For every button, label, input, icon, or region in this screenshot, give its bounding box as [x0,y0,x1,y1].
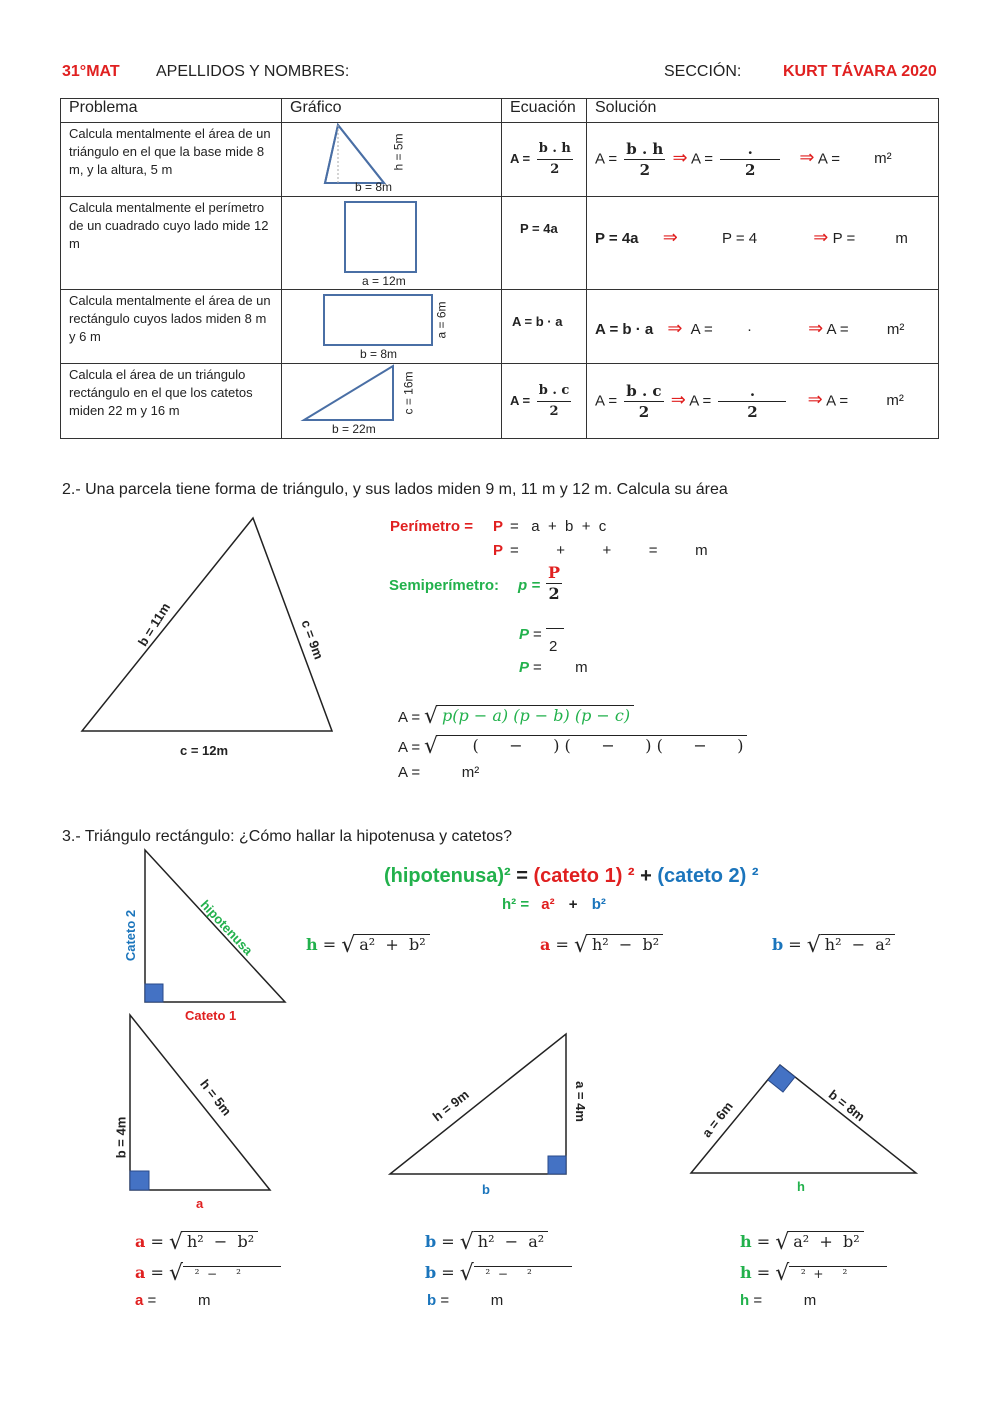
sol-end: P = [832,230,856,247]
short-plus: + [568,896,578,913]
col-header-problema: Problema [61,99,282,123]
ex3-h: h [797,1179,805,1194]
graphic-label: a = 12m [362,274,406,288]
sol-step-2: P = 4 [721,230,758,247]
semi-denominator: 2 [548,584,560,603]
formula-cateto2: (cateto 2) ² [657,865,759,887]
problem-text: Calcula el área de un triángulo rectángulo en el que los catetos miden 22 m y 16 m [61,364,282,439]
unit: m² [886,321,905,338]
perimetro-label: Perímetro = [390,518,473,535]
ex1-b: b = 4m [113,1116,129,1159]
author: KURT TÁVARA 2020 [783,63,937,80]
eq-text: P = 4a [502,197,587,290]
formula-b-var: b [772,935,784,954]
ex3-result-var: h [740,1292,750,1309]
p-result: = m [533,659,588,676]
sol-numerator: b . h [626,140,664,158]
sol-blank-denominator: 2 [747,402,758,421]
q3-title: 3.- Triángulo rectángulo: ¿Cómo hallar la hipotenusa y catetos? [62,828,513,845]
unit: m [895,230,908,247]
eq-denominator: 2 [550,162,560,177]
sol-end: A = [826,321,849,338]
implies-arrow: ⇒ [662,227,678,247]
label-cateto1: Cateto 1 [185,1008,237,1023]
heron-blanks: ( − ) ( − ) ( − ) [438,735,747,755]
implies-arrow: ⇒ [813,227,829,247]
col-header-ecuacion: Ecuación [502,99,587,123]
p-symbol: P [493,542,504,559]
p-label: P [519,626,530,643]
short-b: b² [591,896,606,913]
heron-prefix: A = [398,709,421,726]
heron-result: A = m² [398,764,480,781]
course-code: 31°MAT [62,63,120,80]
q2-title: 2.- Una parcela tiene forma de triángulo, y sus lados miden 9 m, 11 m y 12 m. Calcula su área [62,481,728,498]
ex2-result-var: b [427,1292,437,1309]
q2-side-b: b = 11m [134,600,174,649]
heron-formula: p(p − a) (p − b) (p − c) [438,705,634,725]
eq-prefix: A = [510,392,531,408]
implies-arrow: ⇒ [807,388,823,409]
ex1-h: h = 5m [197,1076,235,1119]
short-h: h² = [502,896,530,913]
eq-denominator: 2 [549,403,559,419]
ex2-h: h = 9m [429,1086,472,1125]
implies-arrow: ⇒ [808,318,824,338]
label-cateto2: Cateto 2 [123,909,139,962]
ex3-blank-var: h [740,1263,752,1282]
p-label: P [519,659,530,676]
formula-a-var: a [540,935,551,954]
sol-prefix: A = [595,150,618,168]
short-a: a² [541,896,555,913]
eq-text: A = b · a [502,290,587,364]
formula-hipotenusa: (hipotenusa)² [384,865,511,887]
ex3-formula-body: a² + b² [789,1231,863,1251]
formula-equals: = [510,865,534,887]
problem-text: Calcula mentalmente el área de un triángulo en el que la base mide 8 m, y la altura, 5 m [61,123,282,197]
sol-blank-denominator: 2 [745,161,756,179]
ex2-result: = m [440,1292,504,1309]
eq-numerator: b . c [537,381,572,402]
ex3-result: = m [753,1292,817,1309]
graphic-label: h = 5m [391,133,406,171]
eq-numerator: b . h [537,139,573,160]
ex2-a: a = 4m [572,1081,588,1122]
sol-blank-numerator: . [720,139,780,160]
ex1-a: a [196,1196,204,1211]
semiperimetro-label: Semiperímetro: [389,577,500,594]
ex2-blank-var: b [425,1263,437,1282]
ex3-b: b = 8m [825,1086,868,1125]
ex3-blank-body: ² + ² [789,1266,887,1281]
section-label: SECCIÓN: [664,63,742,80]
implies-arrow: ⇒ [667,318,683,338]
sol-prefix: A = [689,391,712,409]
problem-text: Calcula mentalmente el área de un rectángulo cuyos lados miden 8 m y 6 m [61,290,282,364]
sol-end: A = [817,150,840,168]
graphic-label: b = 22m [332,422,376,436]
ex3-a: a = 6m [698,1098,736,1141]
p-eq-denominator: 2 [549,638,558,655]
sol-prefix: A = [690,150,714,168]
ex1-result-var: a [135,1292,144,1309]
ex1-blank-body: ² − ² [183,1266,281,1281]
perimetro-formula: = a + b + c [510,518,607,535]
sol-step-1: A = b · a [595,321,654,338]
ex2-b: b [482,1182,490,1197]
heron-prefix: A = [398,739,421,756]
eq-prefix: A = [510,150,531,166]
q2-side-a: c = 9m [298,617,327,662]
sol-numerator: b . c [626,381,662,400]
semi-numerator: P [548,563,561,582]
sol-blank-numerator: . [718,381,786,402]
label-hipotenusa: hipotenusa [197,897,256,958]
implies-arrow: ⇒ [799,147,815,168]
sol-dot: · [746,321,752,338]
sol-step-1: P = 4a [595,230,639,247]
ex3-formula-var: h [740,1232,752,1251]
ex2-blank-body: ² − ² [474,1266,572,1281]
ex1-formula-body: h² − b² [183,1231,258,1251]
graphic-label: c = 16m [401,371,416,415]
names-label: APELLIDOS Y NOMBRES: [156,63,350,80]
semi-p: p = [518,577,541,594]
formula-h-var: h [306,935,318,954]
ex1-result: = m [147,1292,211,1309]
unit: m² [874,150,892,168]
p-symbol: P [493,518,504,535]
col-header-grafico: Gráfico [282,99,502,123]
sol-prefix: A = [595,391,618,409]
formula-cateto1: (cateto 1) ² [533,865,635,887]
sol-denominator: 2 [638,402,650,421]
col-header-solucion: Solución [587,99,939,123]
ex2-formula-var: b [425,1232,437,1251]
perimetro-blanks: = + + = m [510,542,708,559]
formula-plus: + [634,865,658,887]
implies-arrow: ⇒ [672,147,688,168]
sol-step-2: A = [690,321,713,338]
graphic-label: a = 6m [434,301,449,339]
ex1-blank-var: a [135,1263,146,1282]
formula-b-body: h² − a² [821,934,895,954]
implies-arrow: ⇒ [670,388,686,409]
unit: m² [886,391,904,409]
sol-denominator: 2 [639,161,651,179]
graphic-label: b = 8m [355,180,393,194]
ex2-formula-body: h² − a² [474,1231,548,1251]
sol-end: A = [826,391,849,409]
problem-text: Calcula mentalmente el perímetro de un cuadrado cuyo lado mide 12 m [61,197,282,290]
formula-h-body: a² + b² [355,934,429,954]
formula-a-body: h² − b² [588,934,663,954]
graphic-label: b = 8m [360,347,398,361]
q2-side-c: c = 12m [180,743,229,758]
ex1-formula-var: a [135,1232,146,1251]
